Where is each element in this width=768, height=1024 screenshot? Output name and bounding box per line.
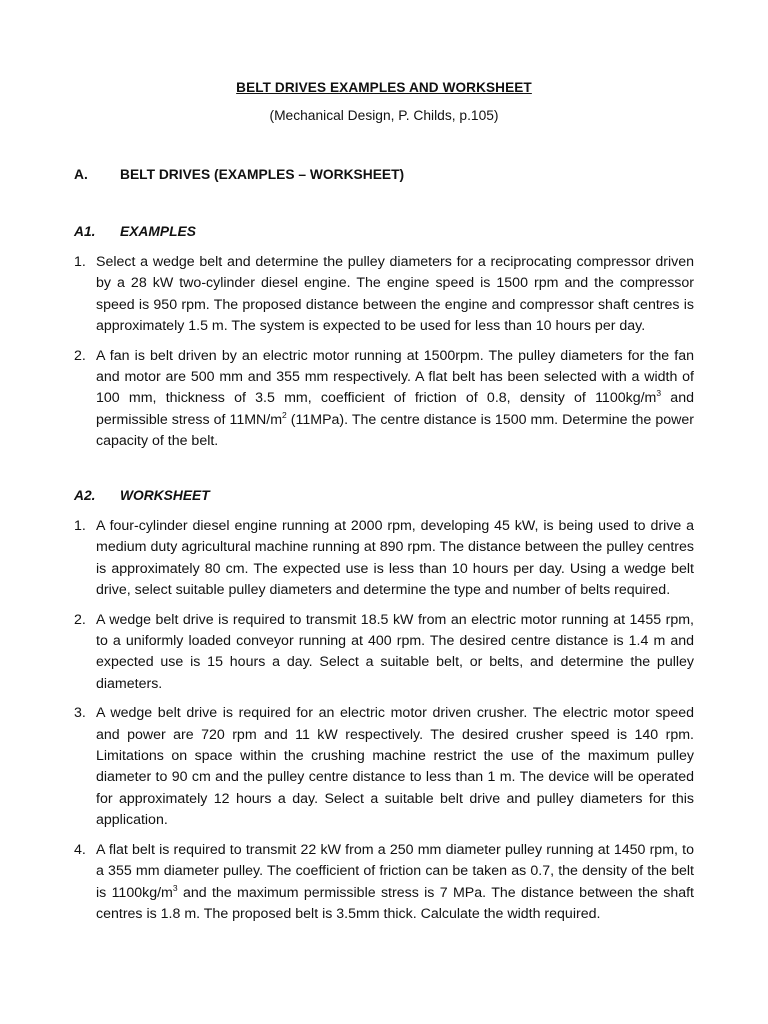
list-item <box>74 840 694 926</box>
list-item <box>74 610 694 696</box>
section-a-heading <box>74 167 404 182</box>
item-number: 4. <box>74 841 86 858</box>
document-subtitle: (Mechanical Design, P. Childs, p.105) <box>269 108 499 123</box>
item-text: A wedge belt drive is required for an electric motor driven crusher. The electric motor speed and power are 720 rpm and 11 kW respectively. The desired crusher speed is 140 rpm. Limitations on space within the crushing machine restrict the use of the maximum pulley diameter to 90 cm and the pulley centre distance to less than 1 m. The device will be operated for approximately 12 hours a day. Select a suitable belt drive and pulley diameters for this application. <box>96 705 694 829</box>
superscript: 3 <box>656 388 662 399</box>
list-item <box>74 346 694 453</box>
a2-number: A2. <box>74 488 96 503</box>
a1-heading <box>74 224 196 239</box>
item-text: A flat belt is required to transmit 22 kW from a 250 mm diameter pulley running at 1450 rpm, to a 355 mm diameter pulley. The coefficient of friction can be taken as 0.7, the density of the belt is 1100kg/m <box>96 841 694 901</box>
item-text: A fan is belt driven by an electric motor running at 1500rpm. The pulley diameters for the fan and motor are 500 mm and 355 mm respectively. A flat belt has been selected with a width of 100 mm, thickness of 3.5 mm, coefficient of friction of 0.8, density of 1100kg/m <box>96 347 694 407</box>
a1-number: A1. <box>74 224 96 239</box>
superscript: 2 <box>282 409 287 420</box>
item-number: 1. <box>74 518 86 534</box>
list-item <box>74 516 694 602</box>
section-a-title: BELT DRIVES (EXAMPLES – WORKSHEET) <box>120 167 405 182</box>
worksheet-list <box>74 516 694 925</box>
item-number: 2. <box>74 611 86 628</box>
list-item <box>74 252 694 338</box>
item-text: and the maximum permissible stress is 7 MPa. The distance between the shaft centres is 1.8 m. The proposed belt is 3.5mm thick. Calculate the width required. <box>96 884 694 922</box>
superscript: 3 <box>172 882 178 893</box>
examples-list <box>74 252 694 453</box>
item-text: (11MPa). The centre distance is 1500 mm. Determine the power capacity of the belt. <box>96 411 694 450</box>
item-text: and permissible stress of 11MN/m <box>96 390 694 428</box>
item-text: Select a wedge belt and determine the pulley diameters for a reciprocating compressor driven by a 28 kW two-cylinder diesel engine. The engine speed is 1500 rpm and the compressor speed is 950 rpm. The proposed distance between the engine and compressor shaft centres is approximately 1.5 m. The system is expected to be used for less than 10 hours per day. <box>96 254 694 335</box>
list-item <box>74 703 694 831</box>
item-number: 3. <box>74 705 86 722</box>
document-title: BELT DRIVES EXAMPLES AND WORKSHEET <box>236 80 532 95</box>
item-text: A wedge belt drive is required to transmit 18.5 kW from an electric motor running at 1455 rpm, to a uniformly loaded conveyor running at 400 rpm. The desired centre distance is 1.4 m and expected use is 15 hours a day. Select a suitable belt, or belts, and determine the pulley diameters. <box>96 611 694 692</box>
item-number: 2. <box>74 347 86 364</box>
a2-title: WORKSHEET <box>120 488 210 503</box>
a2-heading <box>74 488 210 503</box>
a1-title: EXAMPLES <box>120 224 196 239</box>
item-number: 1. <box>74 254 86 270</box>
item-text: A four-cylinder diesel engine running at 2000 rpm, developing 45 kW, is being used to drive a medium duty agricultural machine running at 890 rpm. The distance between the pulley centres is approximately 80 cm. The expected use is less than 10 hours per day. Using a wedge belt drive, select suitable pulley diameters and determine the type and number of belts required. <box>96 518 694 599</box>
section-a-number: A. <box>74 167 88 182</box>
